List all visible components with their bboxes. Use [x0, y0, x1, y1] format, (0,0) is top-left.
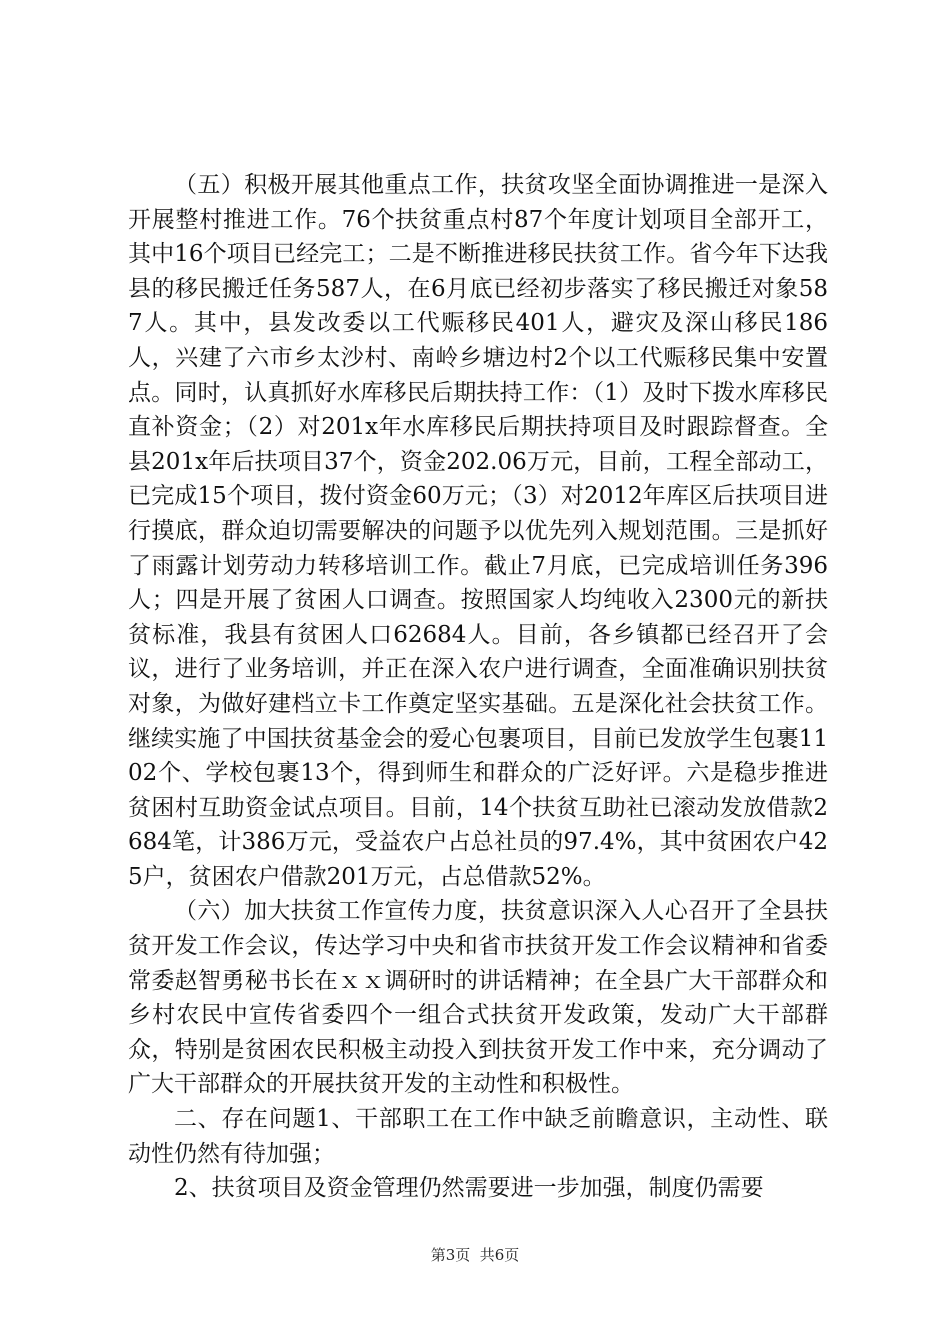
paragraph-problems: 二、存在问题1、干部职工在工作中缺乏前瞻意识，主动性、联动性仍然有待加强；	[128, 1106, 828, 1167]
document-body	[128, 168, 828, 1206]
paragraph-six: （六）加大扶贫工作宣传力度，扶贫意识深入人心召开了全县扶贫开发工作会议，传达学习中央和省市扶贫开发工作会议精神和省委常委赵智勇秘书长在ｘｘ调研时的讲话精神；在全县广大干部群众和乡村农民中宣传省委四个一组合式扶贫开发政策，发动广大干部群众，特别是贫困农民积极主动投入到扶贫开发工作中来，充分调动了广大干部群众的开展扶贫开发的主动性和积极性。	[128, 898, 828, 1098]
paragraph-five: （五）积极开展其他重点工作，扶贫攻坚全面协调推进一是深入开展整村推进工作。76个扶贫重点村87个年度计划项目全部开工，其中16个项目已经完工；二是不断推进移民扶贫工作。省今年下达我县的移民搬迁任务587人，在6月底已经初步落实了移民搬迁对象587人。其中，县发改委以工代赈移民401人，避灾及深山移民186人，兴建了六市乡太沙村、南岭乡塘边村2个以工代赈移民集中安置点。同时，认真抓好水库移民后期扶持工作：（1）及时下拨水库移民直补资金；（2）对201x年水库移民后期扶持项目及时跟踪督查。全县201x年后扶项目37个，资金202.06万元，目前，工程全部动工，已完成15个项目，拨付资金60万元；（3）对2012年库区后扶项目进行摸底，群众迫切需要解决的问题予以优先列入规划范围。三是抓好了雨露计划劳动力转移培训工作。截止7月底，已完成培训任务396人；四是开展了贫困人口调查。按照国家人均纯收入2300元的新扶贫标准，我县有贫困人口62684人。目前，各乡镇都已经召开了会议，进行了业务培训，并正在深入农户进行调查，全面准确识别扶贫对象，为做好建档立卡工作奠定坚实基础。五是深化社会扶贫工作。继续实施了中国扶贫基金会的爱心包裹项目，目前已发放学生包裹1102个、学校包裹13个，得到师生和群众的广泛好评。六是稳步推进贫困村互助资金试点项目。目前，14个扶贫互助社已滚动发放借款2684笔，计386万元，受益农户占总社员的97.4%，其中贫困农户425户，贫困农户借款201万元，占总借款52%。	[128, 172, 828, 890]
page-number-footer: 第3页 共6页	[430, 1246, 520, 1264]
paragraph-problem-two: 2、扶贫项目及资金管理仍然需要进一步加强，制度仍需要	[174, 1175, 764, 1202]
